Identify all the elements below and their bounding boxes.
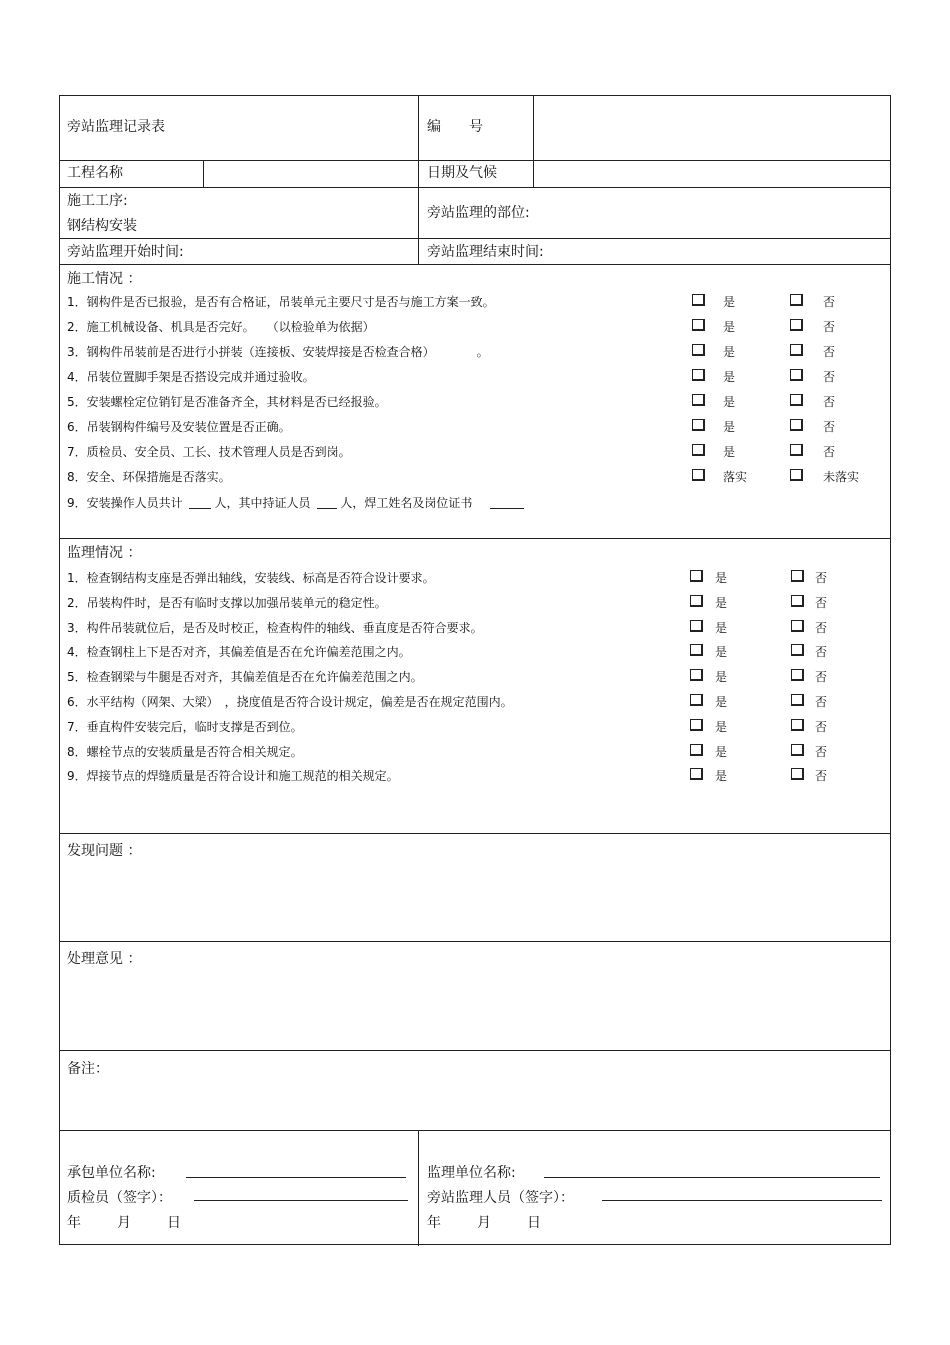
yes-option-label: 是 — [715, 620, 728, 635]
yes-option-label: 落实 — [723, 470, 748, 484]
no-checkbox[interactable] — [790, 344, 803, 356]
item9-part2: 人，其中持证人员 — [214, 496, 311, 510]
yes-option-label: 是 — [723, 345, 736, 359]
row-divider — [60, 941, 890, 942]
no-option-label: 否 — [815, 719, 828, 734]
supervisor-person-label: 旁站监理人员（签字）： — [427, 1190, 574, 1206]
row-divider — [60, 187, 890, 188]
row-divider — [60, 160, 890, 161]
no-checkbox[interactable] — [791, 768, 804, 780]
column-divider — [418, 1130, 419, 1246]
no-option-label: 否 — [815, 571, 828, 585]
yes-checkbox[interactable] — [690, 570, 703, 582]
year-label: 年 — [427, 1215, 441, 1231]
yes-option-label: 是 — [723, 370, 736, 384]
welder-cert-blank[interactable] — [490, 496, 524, 509]
supervision-part-label: 旁站监理的部位: — [427, 205, 530, 221]
checklist-item-text: 1．检查钢结构支座是否弹出轴线，安装线、标高是否符合设计要求。 — [67, 571, 435, 585]
yes-option-label: 是 — [715, 571, 728, 585]
yes-option-label: 是 — [723, 395, 736, 409]
day-label: 日 — [167, 1215, 181, 1231]
form-title: 旁站监理记录表 — [67, 119, 165, 135]
row-divider — [60, 538, 890, 539]
yes-option-label: 是 — [715, 595, 728, 610]
yes-checkbox[interactable] — [692, 444, 705, 456]
row-divider — [60, 1050, 890, 1051]
checklist-item-text: 8．安全、环保措施是否落实。 — [67, 470, 231, 484]
no-checkbox[interactable] — [790, 444, 803, 456]
inspector-signature-line[interactable] — [194, 1200, 408, 1201]
construction-heading: 施工情况 ： — [67, 271, 142, 287]
yes-checkbox[interactable] — [692, 369, 705, 381]
day-label: 日 — [527, 1215, 541, 1231]
yes-option-label: 是 — [715, 769, 728, 784]
row-divider — [60, 833, 890, 834]
yes-option-label: 是 — [715, 744, 728, 759]
yes-checkbox[interactable] — [692, 319, 705, 331]
no-option-label: 否 — [815, 620, 828, 635]
opinions-label: 处理意见 ： — [67, 951, 142, 967]
process-label: 施工工序: — [67, 193, 128, 209]
no-option-label: 否 — [823, 295, 836, 309]
row-divider — [60, 1130, 890, 1131]
checklist-item-text: 4．检查钢柱上下是否对齐，其偏差值是否在允许偏差范围之内。 — [67, 645, 411, 660]
no-checkbox[interactable] — [791, 570, 804, 582]
yes-option-label: 是 — [715, 645, 728, 660]
checklist-item-text: 3．钢构件吊装前是否进行小拼装（连接板、安装焊接是否检查合格） 。 — [67, 345, 489, 359]
checklist-item-text: 2．施工机械设备、机具是否完好。 （以检验单为依据） — [67, 320, 375, 334]
start-time-label: 旁站监理开始时间: — [67, 244, 184, 260]
date-weather-label: 日期及气候 — [427, 165, 497, 181]
process-value: 钢结构安装 — [67, 218, 137, 234]
checklist-item-text: 4．吊装位置脚手架是否搭设完成并通过验收。 — [67, 370, 315, 384]
checklist-item-text: 7．垂直构件安装完后，临时支撑是否到位。 — [67, 719, 303, 734]
no-checkbox[interactable] — [791, 595, 804, 607]
no-option-label: 否 — [823, 320, 836, 334]
checklist-item-text: 1．钢构件是否已报验，是否有合格证，吊装单元主要尺寸是否与施工方案一致。 — [67, 295, 495, 309]
checklist-item-text: 5．安装螺栓定位销钉是否准备齐全，其材料是否已经报验。 — [67, 395, 387, 409]
column-divider — [203, 160, 204, 187]
row-divider — [60, 238, 890, 239]
supervisor-person-signature-line[interactable] — [602, 1200, 882, 1201]
yes-checkbox[interactable] — [692, 469, 705, 481]
no-option-label: 未落实 — [823, 470, 860, 484]
no-checkbox[interactable] — [791, 719, 804, 731]
problems-label: 发现问题 ： — [67, 843, 142, 859]
yes-checkbox[interactable] — [692, 394, 705, 406]
no-option-label: 否 — [815, 595, 828, 610]
no-option-label: 否 — [823, 370, 836, 384]
supervisor-unit-signature-line[interactable] — [544, 1177, 880, 1178]
supervisor-unit-label: 监理单位名称: — [427, 1165, 516, 1181]
checklist-item-text: 3．构件吊装就位后，是否及时校正，检查构件的轴线、垂直度是否符合要求。 — [67, 620, 483, 635]
no-option-label: 否 — [815, 670, 828, 685]
no-checkbox[interactable] — [790, 294, 803, 306]
no-option-label: 否 — [815, 769, 828, 784]
yes-checkbox[interactable] — [690, 620, 703, 632]
contractor-label: 承包单位名称: — [67, 1165, 156, 1181]
certified-count-blank[interactable] — [317, 496, 337, 509]
yes-option-label: 是 — [723, 420, 736, 434]
contractor-signature-line[interactable] — [186, 1177, 406, 1178]
yes-option-label: 是 — [715, 670, 728, 685]
remarks-label: 备注： — [67, 1061, 109, 1077]
yes-option-label: 是 — [723, 320, 736, 334]
yes-checkbox[interactable] — [692, 294, 705, 306]
no-option-label: 否 — [823, 445, 836, 459]
year-label: 年 — [67, 1215, 81, 1231]
yes-option-label: 是 — [723, 445, 736, 459]
project-name-label: 工程名称 — [67, 165, 123, 181]
item9-part1: 9．安装操作人员共计 — [67, 496, 183, 510]
no-option-label: 否 — [815, 645, 828, 660]
yes-checkbox[interactable] — [690, 719, 703, 731]
no-checkbox[interactable] — [791, 694, 804, 706]
date-left — [67, 1212, 181, 1232]
checklist-item-text: 5．检查钢梁与牛腿是否对齐，其偏差值是否在允许偏差范围之内。 — [67, 670, 423, 685]
number-label: 编 号 — [427, 119, 483, 135]
yes-checkbox[interactable] — [690, 669, 703, 681]
item9-part3: 人，焊工姓名及岗位证书 — [340, 496, 473, 510]
column-divider — [533, 96, 534, 187]
no-checkbox[interactable] — [790, 419, 803, 431]
no-checkbox[interactable] — [790, 469, 803, 481]
column-divider — [418, 96, 419, 264]
construction-item-9 — [67, 494, 524, 511]
checklist-item-text: 2．吊装构件时，是否有临时支撑以加强吊装单元的稳定性。 — [67, 595, 387, 610]
inspector-label: 质检员（签字）： — [67, 1190, 172, 1206]
checklist-item-text: 9．焊接节点的焊缝质量是否符合设计和施工规范的相关规定。 — [67, 769, 399, 784]
no-checkbox[interactable] — [790, 319, 803, 331]
no-checkbox[interactable] — [791, 669, 804, 681]
yes-option-label: 是 — [715, 695, 728, 709]
no-option-label: 否 — [823, 420, 836, 434]
no-option-label: 否 — [815, 695, 828, 709]
yes-checkbox[interactable] — [690, 768, 703, 780]
checklist-item-text: 7．质检员、安全员、工长、技术管理人员是否到岗。 — [67, 445, 351, 459]
yes-option-label: 是 — [715, 719, 728, 734]
month-label: 月 — [477, 1215, 491, 1231]
no-checkbox[interactable] — [791, 644, 804, 656]
month-label: 月 — [117, 1215, 131, 1231]
no-checkbox[interactable] — [790, 394, 803, 406]
date-right — [427, 1212, 541, 1232]
end-time-label: 旁站监理结束时间: — [427, 244, 544, 260]
checklist-item-text: 8．螺栓节点的安装质量是否符合相关规定。 — [67, 744, 303, 759]
no-option-label: 否 — [815, 744, 828, 759]
row-divider — [60, 264, 890, 265]
checklist-item-text: 6．吊装钢构件编号及安装位置是否正确。 — [67, 420, 291, 434]
yes-checkbox[interactable] — [690, 644, 703, 656]
yes-checkbox[interactable] — [692, 344, 705, 356]
yes-checkbox[interactable] — [690, 694, 703, 706]
yes-checkbox[interactable] — [690, 595, 703, 607]
supervision-heading: 监理情况 ： — [67, 545, 142, 561]
yes-checkbox[interactable] — [690, 744, 703, 756]
checklist-item-text: 6．水平结构（网架、大梁） ，挠度值是否符合设计规定，偏差是否在规定范围内。 — [67, 695, 513, 709]
supervision-record-form — [59, 95, 891, 1245]
no-option-label: 否 — [823, 395, 836, 409]
no-checkbox[interactable] — [791, 620, 804, 632]
yes-checkbox[interactable] — [692, 419, 705, 431]
yes-option-label: 是 — [723, 295, 736, 309]
no-checkbox[interactable] — [790, 369, 803, 381]
no-option-label: 否 — [823, 345, 836, 359]
no-checkbox[interactable] — [791, 744, 804, 756]
operators-count-blank[interactable] — [189, 496, 211, 509]
